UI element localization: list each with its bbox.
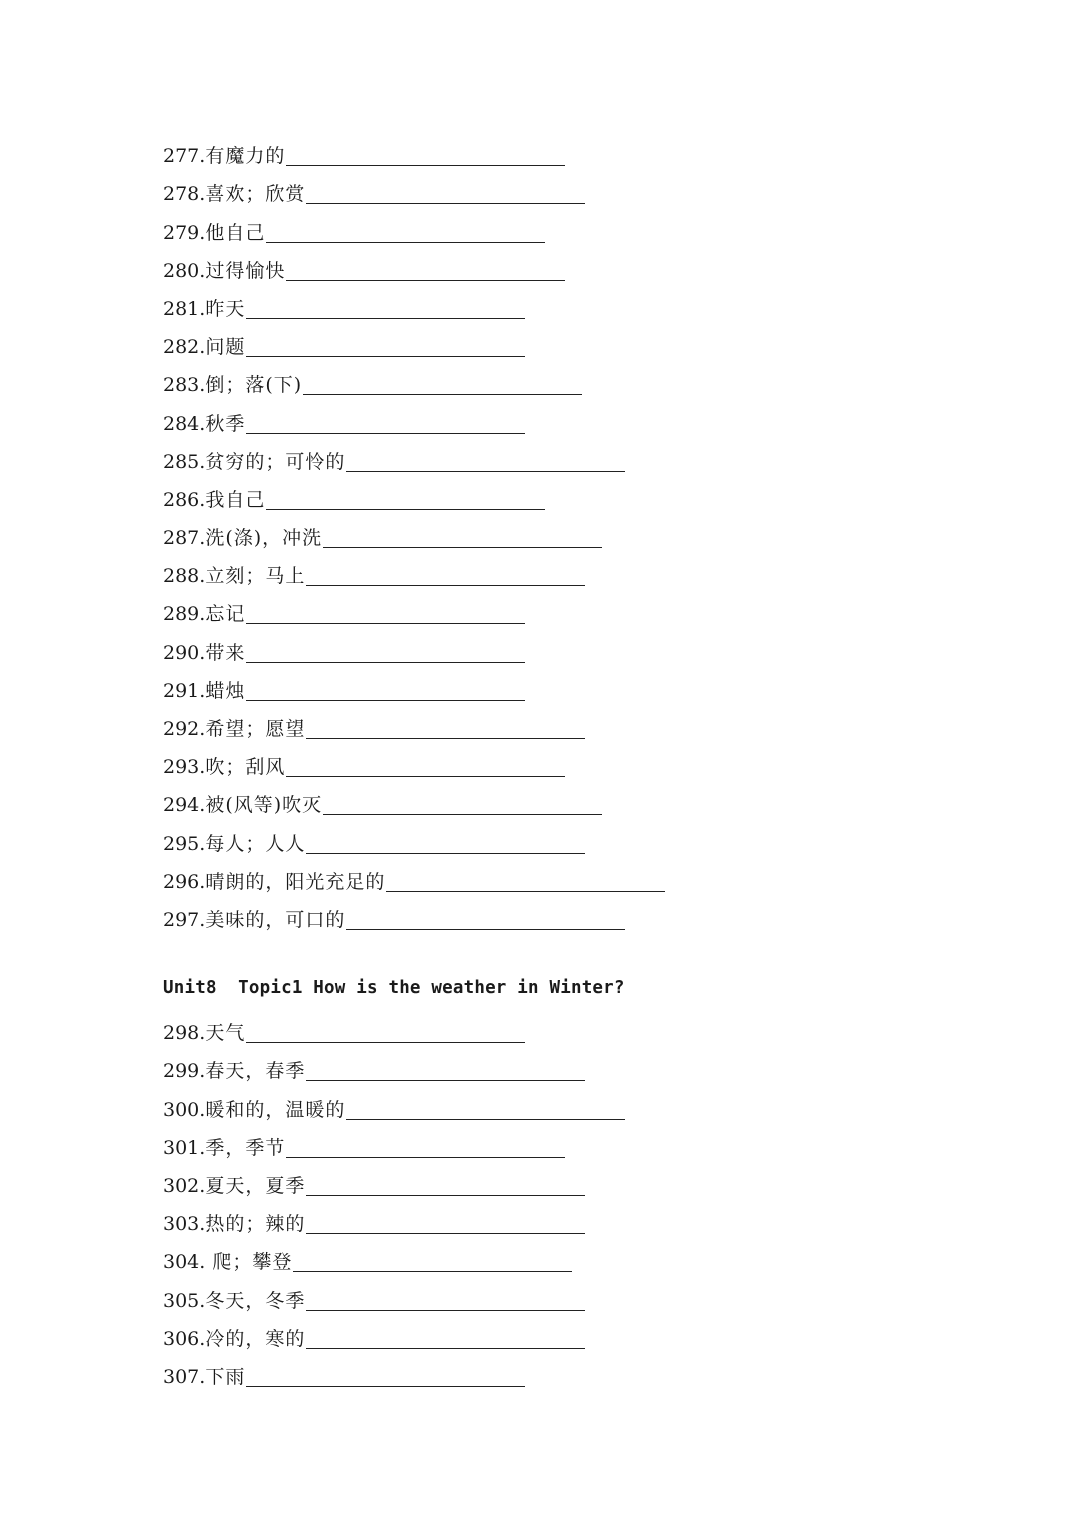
answer-blank (323, 546, 602, 548)
list-item (163, 1129, 883, 1167)
list-item (163, 1052, 883, 1090)
list-item (163, 252, 883, 290)
item-term: 晴朗的，阳光充足的 (205, 870, 386, 893)
list-item (163, 175, 883, 213)
item-term: 冬天，冬季 (205, 1289, 306, 1312)
answer-blank (246, 622, 525, 624)
item-term: 昨天 (205, 297, 246, 320)
list-item (163, 748, 883, 786)
answer-blank (323, 813, 602, 815)
item-number: 296. (163, 870, 206, 893)
answer-blank (266, 508, 545, 510)
item-number: 300. (163, 1098, 206, 1121)
item-number: 301. (163, 1136, 206, 1159)
item-number: 299. (163, 1060, 206, 1083)
answer-blank (286, 1156, 565, 1158)
item-number: 303. (163, 1213, 206, 1236)
item-term: 问题 (205, 336, 246, 359)
answer-blank (306, 1347, 585, 1349)
item-term: 喜欢；欣赏 (205, 183, 306, 206)
list-item (163, 672, 883, 710)
item-number: 295. (163, 832, 206, 855)
item-term: 美味的，可口的 (205, 908, 346, 931)
list-item (163, 824, 883, 862)
answer-blank (246, 355, 525, 357)
item-term: 热的；辣的 (205, 1213, 306, 1236)
answer-blank (246, 432, 525, 434)
list-item (163, 1358, 883, 1396)
list-item (163, 1014, 883, 1052)
item-number: 305. (163, 1289, 206, 1312)
list-item (163, 710, 883, 748)
item-number: 277. (163, 145, 206, 168)
item-number: 307. (163, 1365, 206, 1388)
item-number: 284. (163, 412, 206, 435)
list-item (163, 786, 883, 824)
answer-blank (286, 164, 565, 166)
item-term: 爬；攀登 (205, 1251, 293, 1274)
item-term: 贫穷的；可怜的 (205, 450, 346, 473)
item-number: 297. (163, 908, 206, 931)
item-number: 290. (163, 641, 206, 664)
item-term: 被(风等)吹灭 (205, 794, 323, 817)
item-term: 洗(涤)，冲洗 (205, 527, 323, 550)
item-number: 288. (163, 565, 206, 588)
answer-blank (306, 584, 585, 586)
answer-blank (246, 699, 525, 701)
item-number: 294. (163, 794, 206, 817)
answer-blank (306, 1194, 585, 1196)
list-item (163, 481, 883, 519)
list-item (163, 137, 883, 175)
item-number: 287. (163, 527, 206, 550)
section-heading: Unit8 Topic1 How is the weather in Winter? (163, 978, 625, 998)
list-item (163, 557, 883, 595)
item-number: 298. (163, 1022, 206, 1045)
list-item (163, 213, 883, 251)
answer-blank (246, 1385, 525, 1387)
item-term: 带来 (205, 641, 246, 664)
item-number: 302. (163, 1174, 206, 1197)
item-term: 过得愉快 (205, 259, 286, 282)
answer-blank (306, 737, 585, 739)
item-term: 倒；落(下) (205, 374, 303, 397)
answer-blank (246, 661, 525, 663)
answer-blank (303, 393, 582, 395)
list-item (163, 404, 883, 442)
item-term: 忘记 (205, 603, 246, 626)
list-item (163, 1205, 883, 1243)
answer-blank (286, 279, 565, 281)
item-number: 289. (163, 603, 206, 626)
answer-blank (346, 928, 625, 930)
item-term: 天气 (205, 1022, 246, 1045)
list-item (163, 443, 883, 481)
item-term: 他自己 (205, 221, 266, 244)
item-number: 286. (163, 488, 206, 511)
item-number: 283. (163, 374, 206, 397)
item-term: 我自己 (205, 488, 266, 511)
item-number: 285. (163, 450, 206, 473)
list-item (163, 1320, 883, 1358)
item-term: 吹；刮风 (205, 756, 286, 779)
item-term: 蜡烛 (205, 679, 246, 702)
item-term: 春天，春季 (205, 1060, 306, 1083)
item-term: 季，季节 (205, 1136, 286, 1159)
item-term: 暖和的，温暖的 (205, 1098, 346, 1121)
answer-blank (306, 1309, 585, 1311)
vocabulary-list-section-2 (163, 1014, 883, 1396)
list-item (163, 1167, 883, 1205)
list-item (163, 1281, 883, 1319)
list-item (163, 595, 883, 633)
list-item (163, 519, 883, 557)
answer-blank (246, 1041, 525, 1043)
item-number: 282. (163, 336, 206, 359)
answer-blank (266, 241, 545, 243)
list-item (163, 366, 883, 404)
item-number: 304. (163, 1251, 206, 1274)
list-item (163, 633, 883, 671)
answer-blank (306, 852, 585, 854)
item-term: 有魔力的 (205, 145, 286, 168)
answer-blank (286, 775, 565, 777)
list-item (163, 1090, 883, 1128)
answer-blank (306, 202, 585, 204)
answer-blank (306, 1079, 585, 1081)
item-number: 278. (163, 183, 206, 206)
item-term: 夏天，夏季 (205, 1174, 306, 1197)
item-term: 下雨 (205, 1365, 246, 1388)
item-number: 291. (163, 679, 206, 702)
item-term: 立刻；马上 (205, 565, 306, 588)
item-number: 306. (163, 1327, 206, 1350)
item-term: 希望；愿望 (205, 718, 306, 740)
list-item (163, 863, 883, 901)
answer-blank (306, 1232, 585, 1234)
list-item (163, 290, 883, 328)
list-item (163, 328, 883, 366)
vocabulary-list-section-1 (163, 137, 883, 939)
item-number: 279. (163, 221, 206, 244)
item-number: 281. (163, 297, 206, 320)
list-item (163, 1243, 883, 1281)
item-term: 秋季 (205, 412, 246, 435)
answer-blank (386, 890, 665, 892)
item-term: 冷的，寒的 (205, 1327, 306, 1350)
item-number: 292. (163, 718, 206, 740)
answer-blank (246, 317, 525, 319)
list-item (163, 901, 883, 939)
answer-blank (293, 1270, 572, 1272)
answer-blank (346, 470, 625, 472)
item-term: 每人；人人 (205, 832, 306, 855)
item-number: 293. (163, 756, 206, 779)
item-number: 280. (163, 259, 206, 282)
answer-blank (346, 1118, 625, 1120)
